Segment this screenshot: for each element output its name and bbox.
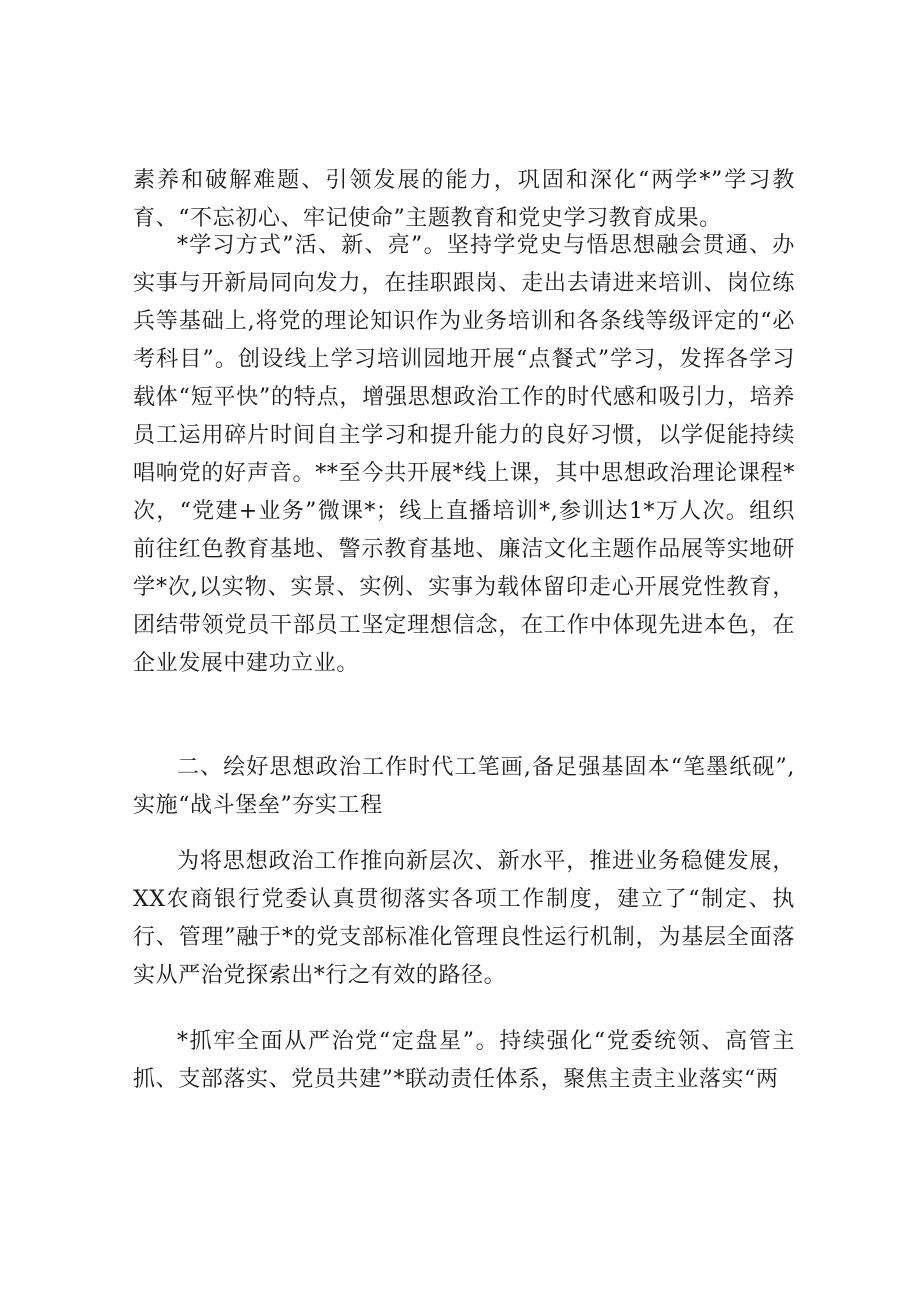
paragraph-party-governance <box>133 1023 795 1099</box>
paragraph-text: *抓牢全面从严治党“定盘星”。持续强化“党委统领、高管主抓、支部落实、党员共建”*联动责任体系，聚焦主责主业落实“两 <box>133 1029 795 1092</box>
section-heading <box>133 749 795 825</box>
paragraph-text: 素养和破解难题、引领发展的能力，巩固和深化“两学*”学习教育、“不忘初心、牢记使命”主题教育和党史学习教育成果。 <box>133 168 795 231</box>
paragraph-learning-methods <box>133 227 795 683</box>
heading-text: 二、绘好思想政治工作时代工笔画,备足强基固本“笔墨纸砚”,实施“战斗堡垒”夯实工程 <box>133 755 795 818</box>
paragraph-intro <box>133 843 795 995</box>
paragraph-text: 为将思想政治工作推向新层次、新水平，推进业务稳健发展，XX农商银行党委认真贯彻落实各项工作制度，建立了“制定、执行、管理”融于*的党支部标准化管理良性运行机制，为基层全面落实从严治党探索出*行之有效的路径。 <box>133 849 795 988</box>
paragraph-text: *学习方式”活、新、亮”。坚持学党史与悟思想融会贯通、办实事与开新局同向发力，在挂职跟岗、走出去请进来培训、岗位练兵等基础上,将党的理论知识作为业务培训和各条线等级评定的“必考科目”。创设线上学习培训园地开展“点餐式”学习，发挥各学习载体“短平快”的特点，增强思想政治工作的时代感和吸引力，培养员工运用碎片时间自主学习和提升能力的良好习惯，以学促能持续唱响党的好声音。**至今共开展*线上课，其中思想政治理论课程*次，“党建+业务”微课*；线上直播培训*,参训达1*万人次。组织前往红色教育基地、警示教育基地、廉洁文化主题作品展等实地研学*次,以实物、实景、实例、实事为载体留印走心开展党性教育，团结带领党员干部员工坚定理想信念，在工作中体现先进本色，在企业发展中建功立业。 <box>133 233 795 676</box>
